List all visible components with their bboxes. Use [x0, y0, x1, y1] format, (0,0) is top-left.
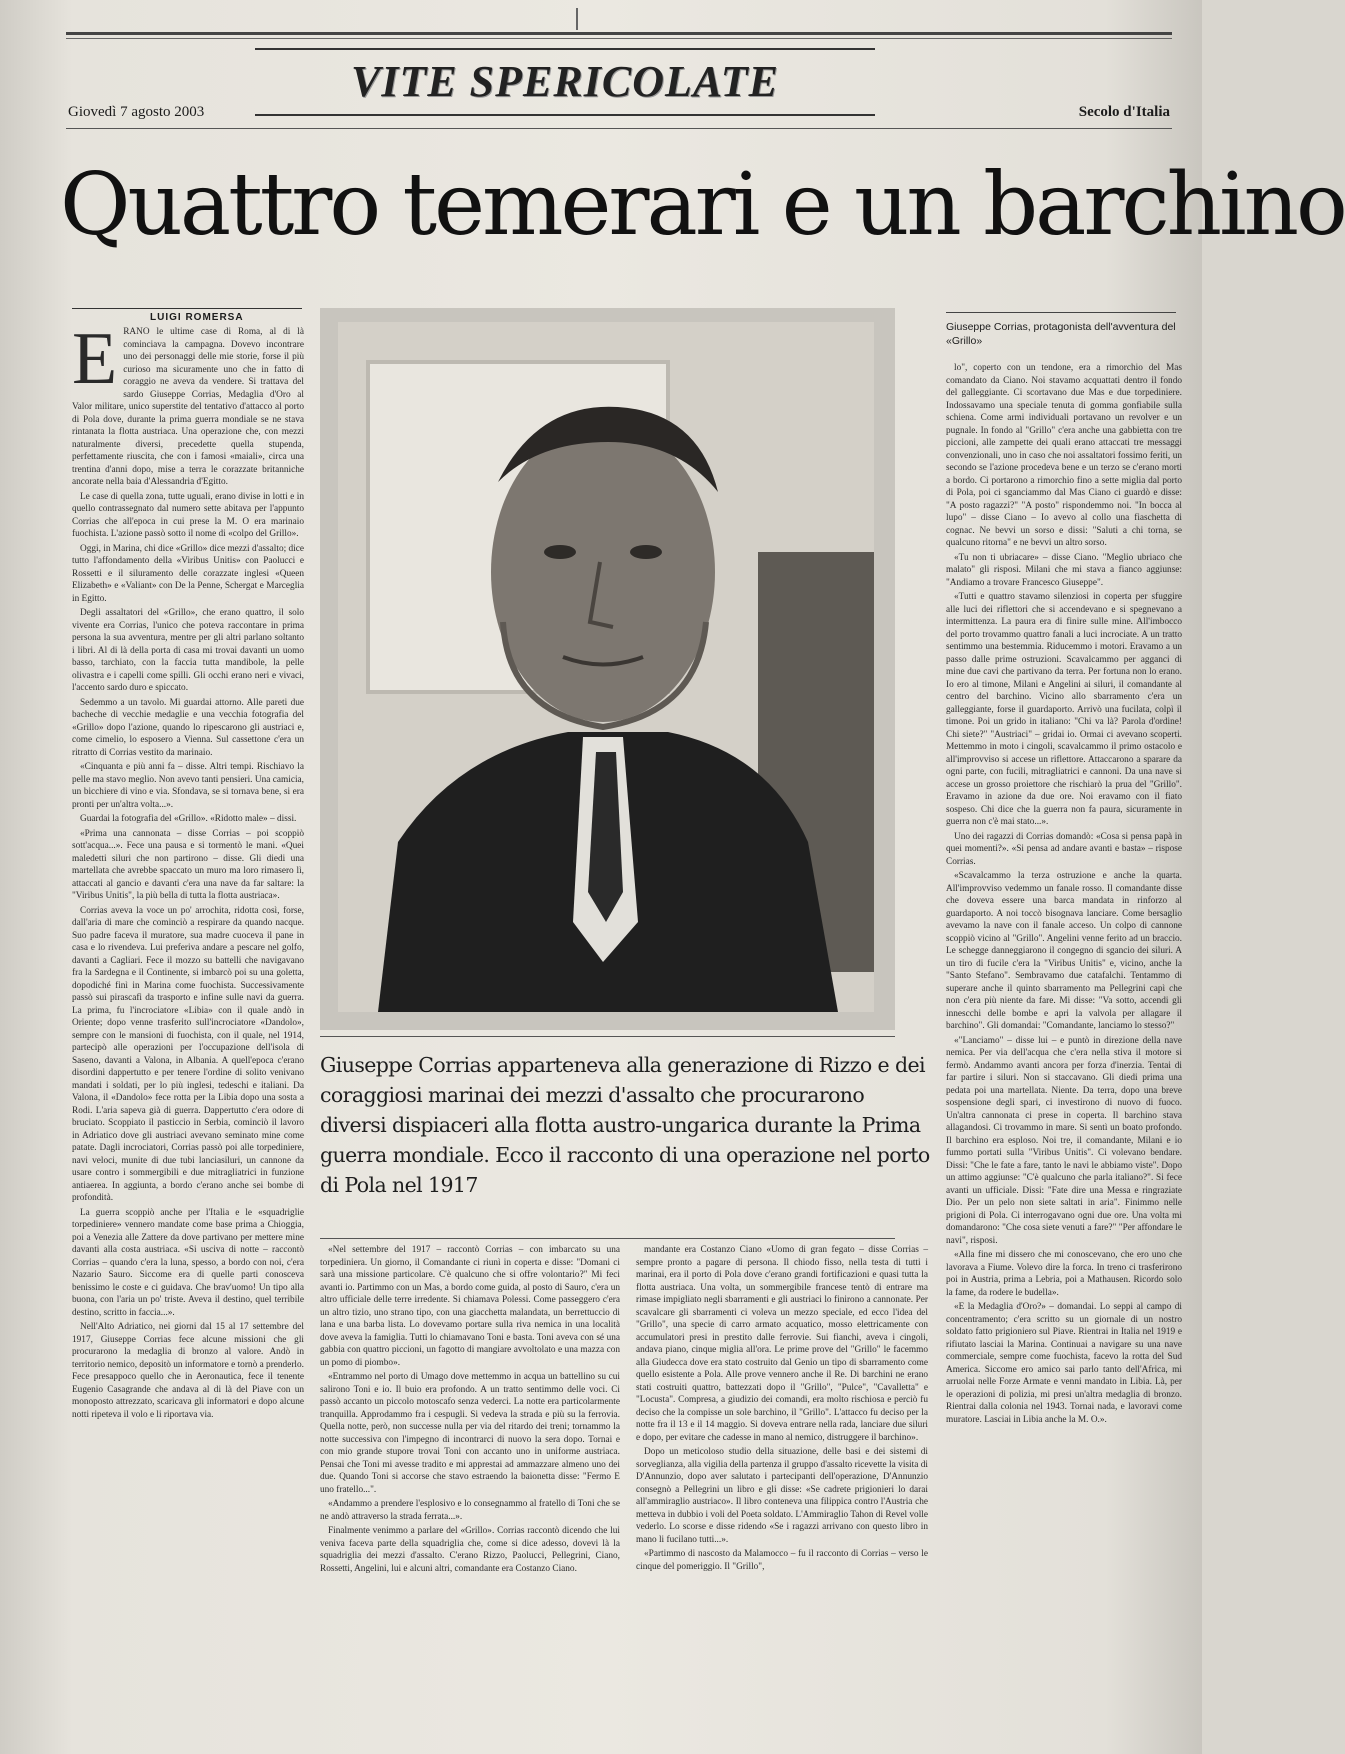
article-paragraph: RANO le ultime case di Roma, al di là cominciava la campagna. Dovevo incontrare uno dei personaggi delle mie storie, forse il più curioso ma sicuramente uno che in fatto di coraggio ne aveva da vendere. Si trattava del sardo Giuseppe Corrias, Medaglia d'Oro al Valor militare, unico superstite del tentativo d'attacco al porto di Pola dove, durante la prima guerra mondiale se ne stava rintanata la flotta austriaca. Una operazione che, con mezzi naturalmente diversi, precedette quella stupenda, perfettamente riuscita, che con i famosi «maiali», circa una trentina d'anni dopo, mise a terra le corazzate britanniche ancorate nella baia d'Alessandria d'Egitto. — [72, 327, 304, 487]
article-column-1 — [72, 318, 304, 1744]
article-paragraph: «Prima una cannonata – disse Corrias – poi scoppiò sott'acqua...». Fece una pausa e si tormentò le mani. «Quei maledetti siluri che non partirono – disse. Gli diedi una martellata che avrebbe spaccato un muro ma loro rimasero lì, attaccati al gancio e davanti c'era una nave da far saltare: la "Viribus Unitis", la più bella di tutta la flotta austriaca». — [72, 828, 304, 901]
top-rule — [66, 32, 1172, 35]
issue-date: Giovedì 7 agosto 2003 — [68, 104, 205, 120]
article-paragraph: Corrias aveva la voce un po' arrochita, ridotta così, forse, dall'aria di mare che cominciò a respirare da quando nacque. Suo padre faceva il muratore, sua madre cuoceva il pane in casa e lo rivendeva. Lui preferiva andare a pescare nel golfo, davanti a Cagliari. Fece il mozzo su battelli che navigavano fra la Sardegna e il Continente, si imbarcò poi su una goletta, dopodiché finì in Marina come fuochista. Successivamente passò sui pirascafi da trasporto e infine sulle navi da guerra. La prima, fu l'incrociatore «Libia» con il quale andò in Oriente; dopo venne trasferito sull'incrociatore «Dandolo», sempre con le mansioni di fuochista, con il quale, nel 1914, partecipò alle operazioni per l'occupazione dell'isola di Saseno, davanti a Valona, in Albania. A quell'epoca c'erano disordini dappertutto e per tenere l'ordine di solito venivano mandati i soldati, per lo più inglesi, tedeschi e italiani. Da Valona, il «Dandolo» fece rotta per la Libia dopo una sosta a Rodi. L'aria sapeva già di guerra. Dappertutto c'era odore di bruciato. Scoppiato il pasticcio in Serbia, cominciò il lavoro in Adriatico dove gli austriaci avevano seminato mine come patate. Dagli incrociatori, Corrias passò poi alle torpediniere, navi veloci, munite di due tubi lanciasiluri, un cannone da usare contro i sommergibili e due mitragliatrici in funzione antiaerea. In aggiunta, a bordo c'erano anche sei bombe di profondità. — [72, 905, 304, 1203]
article-paragraph: Sedemmo a un tavolo. Mi guardai attorno. Alle pareti due bacheche di vecchie medaglie e una vecchia fotografia del «Grillo» dopo l'azione, quando lo ripescarono gli austriaci e, come cimelio, lo esposero a Vienna. Sul cassettone c'era un ritratto di Corrias vestito da marinaio. — [72, 697, 304, 758]
top-rule-thin — [66, 38, 1172, 39]
article-paragraph: Guardai la fotografia del «Grillo». «Ridotto male» – dissi. — [80, 814, 297, 824]
article-paragraph: «Entrammo nel porto di Umago dove mettemmo in acqua un battellino su cui salirono Toni e io. Il buio era profondo. A un tratto sentimmo delle voci. Ci passò accanto un piccolo motoscafo senza vederci. La notte era particolarmente tranquilla. Approdammo fra i cespugli. Si vedeva la strada e più su la ferrovia. Quella notte, però, non successe nulla per via del ritardo dei treni; tornammo la notte successiva con l'impegno di incontrarci di nuovo la sera dopo. Tornai e con mio grande stupore trovai Toni con accanto uno in uniforme austriaca. Pensai che Toni mi avesse tradito e mi apprestai ad ammazzare almeno uno dei due. Quando Toni si accorse che stavo estraendo la baionetta disse: "Fermo E uno fratello...". — [320, 1372, 620, 1495]
article-column-4 — [946, 362, 1182, 1744]
drop-cap: E — [72, 318, 118, 400]
fold-mark — [576, 8, 578, 30]
article-paragraph: «Tu non ti ubriacare» – disse Ciano. "Meglio ubriaco che malato" gli risposi. Milani che mi stava a fianco aggiunse: "Andiamo a trovare Francesco Giuseppe". — [946, 552, 1182, 588]
article-column-3 — [636, 1244, 928, 1744]
article-column-2 — [320, 1244, 620, 1744]
photo-caption: Giuseppe Corrias, protagonista dell'avventura del «Grillo» — [946, 321, 1176, 347]
article-headline: Quattro temerari e un barchino — [60, 155, 1345, 255]
article-paragraph: mandante era Costanzo Ciano «Uomo di gran fegato – disse Corrias – sempre pronto a pagare di persona. Il chiodo fisso, nella testa di tutti i marinai, era il porto di Pola dove c'erano grandi fortificazioni e quasi tutta la flotta austriaca. Una volta, un sommergibile francese tentò di entrare ma rimase impigliato negli sbarramenti e gli austriaci lo finirono a cannonate. Per scavalcare gli sbarramenti ci voleva un mezzo speciale, ed ecco l'idea del "Grillo", una specie di carro armato acquatico, mosso elettricamente con accumulatori presi in prestito dalle ferrovie. Sui fianchi, aveva i cingoli, andava piano, cinque miglia all'ora. Le prime prove del "Grillo" le facemmo alla Giudecca dove era stato costruito dal Genio un tipo di sbarramento come quello esistente a Pola. Alle prove vennero anche il Re. Di barchini ne erano stati costruiti quattro, battezzati dopo il "Grillo", "Pulce", "Cavalletta" e "Locusta". Compresa, a giudizio dei comandi, era molto rischiosa e perciò fu deciso che la compisse un sole barchino, il "Grillo". L'attacco fu deciso per la notte fra il 13 e il 14 maggio. Si doveva entrare nella rada, lanciare due siluri e dopo, per evitare che cadesse in mano al nemico, distruggere il barchino». — [636, 1245, 928, 1443]
masthead-rule — [66, 128, 1172, 129]
section-masthead — [255, 48, 875, 116]
newspaper-name: Secolo d'Italia — [1078, 104, 1170, 120]
article-paragraph: «Nel settembre del 1917 – raccontò Corrias – con imbarcato su una torpediniera. Un giorno, il Comandante ci riunì in coperta e disse: "Domani ci sarà una missione particolare. C'è qualcuno che si offre volontario?" Mi feci avanti io. Partimmo con un Mas, a bordo come guida, al posto di Sauro, c'era un altro ufficiale delle terre irredente. Si chiamava Polessi. Come passeggero c'era un altro tizio, uno strano tipo, con una giacchetta malandata, un berrettuccio di lana e una barba lista. Lo dovevamo portare sulla riva nemica in una località dove aveva la famiglia. Tutti lo chiamavano Toni e basta. Toni aveva con sé una gabbia con quattro piccioni, un fagotto di mangiare avvoltolato e una mazza con un pomo di piombo». — [320, 1245, 620, 1368]
article-paragraph: «Partimmo di nascosto da Malamocco – fu il racconto di Corrias – verso le cinque del pomeriggio. Il "Grillo", — [636, 1549, 928, 1572]
article-paragraph: «"Lanciamo" – disse lui – e puntò in direzione della nave nemica. Per via dell'acqua che c'era nella stiva il motore si fermò. Andammo avanti ancora per forza d'inerzia. Tentai di far partire i siluri. Non si staccavano. Gli diedi prima una pedata poi una martellata. Niente. Da terra, dopo una breve sospensione degli spari, ci investirono di nuovo di fuoco. Un'altra cannonata ci prese in coperta. Il barchino stava allagandosi. Ci trovammo in mare. Si sentì un boato profondo. Il barchino era esploso. Noi tre, il comandante, Milani e io fummo portati sulla "Viribus Unitis". Ci volevano bendare. Dissi: "Che le fate a fare, tanto le navi le abbiamo viste". Dopo un attimo aggiunse: "C'è qualcuno che parla italiano?". Si fece avanti un ufficiale. Dissi: "Fate dire una Messa e ringraziate Dio. Per un pelo non siete saltati in aria". Finimmo nelle prigioni di Pola. Ci interrogavano ogni due ore. Una volta mi domandarono: "Che cosa siete venuti a fare?" "Per affondare le navi", risposi. — [946, 1035, 1182, 1246]
article-paragraph: «E la Medaglia d'Oro?» – domandai. Lo seppi al campo di concentramento; c'era scritto su un giornale di un nostro soldato fatto prigioniero sul Piave. Rientrai in Italia nel 1919 e rifiutato lasciai la Marina. Continuai a navigare su una nave commerciale, sempre come fuochista, facevo la rotta del Sud America. Siccome ero amico sai parlo tanto dell'Africa, mi arruolai nelle Forze Armate e venni mandato in Libia. Là, per le operazioni di polizia, mi presi un'altra medaglia di bronzo. Rientrai dalla colonia nel 1943. Tornai nada, e lavoravi come muratore. Lasciai in Libia anche la M. O.». — [946, 1302, 1182, 1425]
article-paragraph: «Tutti e quattro stavamo silenziosi in coperta per sfuggire alle luci dei riflettori che si accendevano e si spegnevano a intermittenza. La paura era di finire sulle mine. All'imbocco del porto trovammo quattro fanali a luci incrociate. A un tratto sentimmo una bestemmia. Riducemmo i motori. Eravamo a un passo dalle prime ostruzioni. Scavalcammo per agganci di mine due cavi che partivano da terra. Per fortuna non lo erano. Io ero al timone, Milani e Angelini ai siluri, il comandante al centro del barchino. Vicino allo sbarramento c'era un galleggiante, forse il guardaporto. Arrivò una fucilata, colpì il timone. Poi un grido in italiano: "Chi va là? Parola d'ordine! Chi siete?" "Austriaci" – gridai io. Ormai ci avevano scoperti. Mettemmo in moto i cingoli, scavalcammo il primo ostacolo e all'improvviso si accese un riflettore. Attaccarono a sparare da ogni parte, con fucili, mitragliatrici e cannoni. Da una nave si accese un grosso proiettore che rischiarò la prua del "Grillo". Eravamo in azione da due ore. Noi eravamo con il fiato sospeso. Chi dice che la guerra non fa paura, sicuramente in guerra non c'è mai stato...». — [946, 592, 1182, 827]
portrait-illustration — [338, 322, 874, 1012]
article-paragraph: Le case di quella zona, tutte uguali, erano divise in lotti e in quello contrassegnato dal numero sette abitava per l'appunto Corrias che all'epoca in cui prese la M. O era marinaio fuochista. L'azione passò sotto il nome di «colpo del Grillo». — [72, 491, 304, 539]
portrait-photo — [338, 322, 874, 1012]
article-paragraph: «Alla fine mi dissero che mi conoscevano, che ero uno che lavorava a Fiume. Volevo dire la forca. In treno ci trasferirono poi in Austria, prima a Lebria, poi a Mathausen. Ricordo solo la fame, da rodere le budella». — [946, 1250, 1182, 1298]
section-title: VITE SPERICOLATE — [350, 57, 779, 106]
article-paragraph: La guerra scoppiò anche per l'Italia e le «squadriglie torpediniere» vennero mandate come base prima a Chioggia, poi a Venezia alle Zattere da dove partivano per mettere mine davanti alla costa austriaca. «Si usciva di notte – raccontò Corrias – quando c'era la luna, spesso, a bordo con noi, c'era Nazario Sauro. Siccome era di quelle parti conosceva benissimo le coste e ci guidava. Che brav'uomo! Un tipo alla buona, con l'aria un po' triste. Aveva il destino, quel terribile destino, scritto in faccia...». — [72, 1207, 304, 1318]
article-paragraph: Oggi, in Marina, chi dice «Grillo» dice mezzi d'assalto; dice tutto l'affondamento della «Viribus Unitis» con Paolucci e Rossetti e il siluramento delle corazzate inglesi «Queen Elizabeth» e «Valiant» con De la Penne, Schergat e Marceglia in Egitto. — [72, 543, 304, 604]
intro-rule-top — [320, 1036, 895, 1037]
byline-rule — [72, 308, 302, 309]
article-paragraph: «Cinquanta e più anni fa – disse. Altri tempi. Rischiavo la pelle ma stavo meglio. Non avevo tanti pensieri. Una camicia, un bicchiere di vino e via. Sfondava, se si tornava bene, si era pronti per un'altra volta...». — [72, 762, 304, 810]
article-byline: LUIGI ROMERSA — [150, 312, 244, 323]
article-paragraph: Degli assaltatori del «Grillo», che erano quattro, il solo vivente era Corrias, l'unico che poteva raccontare in prima persona la sua avventura, mentre per gli altri parlano soltanto i libri. Al di là della porta di casa mi trovai davanti un uomo basso, tarchiato, con la faccia tutta mandibole, la pelle olivastra e i capelli come spilli. Gli occhi erano neri e vivaci, l'accento sardo duro e spiccato. — [72, 608, 304, 693]
article-paragraph: Finalmente venimmo a parlare del «Grillo». Corrias raccontò dicendo che lui veniva faceva parte della squadriglia che, come si dice adesso, dovevi là la squadriglia dei mezzi d'assalto. C'erano Rizzo, Paolucci, Pellegrini, Ciano, Rossetti, Angelini, lui e alcuni altri, comandante era Costanzo Ciano. — [320, 1526, 620, 1574]
article-paragraph: «Andammo a prendere l'esplosivo e lo consegnammo al fratello di Toni che se ne andò attraverso la strada ferrata...». — [320, 1499, 620, 1522]
article-intro: Giuseppe Corrias apparteneva alla generazione di Rizzo e dei coraggiosi marinai dei mezzi d'assalto che procurarono diversi dispiaceri alla flotta austro-ungarica durante la Prima guerra mondiale. Ecco il racconto di una operazione nel porto di Pola nel 1917 — [320, 1053, 930, 1197]
article-paragraph: Nell'Alto Adriatico, nei giorni dal 15 al 17 settembre del 1917, Giuseppe Corrias fece alcune missioni che gli procurarono la medaglia di bronzo al valore. Andò in territorio nemico, depositò un informatore e tornò a prenderlo. Fece presappoco quello che in Aeronautica, fece il tenente Eugenio Casagrande che andava al di là del Piave con un monoposto attrezzato, scaricava gli informatori e dopo alcune notti ripeteva il volo e li riportava via. — [72, 1322, 304, 1420]
intro-rule-bottom — [320, 1238, 895, 1239]
photo-frame — [320, 308, 895, 1030]
caption-rule — [946, 312, 1176, 313]
article-paragraph: Uno dei ragazzi di Corrias domandò: «Cosa si pensa papà in quei momenti?». «Si pensa ad andare avanti e basta» – rispose Corrias. — [946, 831, 1182, 867]
article-paragraph: lo", coperto con un tendone, era a rimorchio del Mas comandato da Ciano. Noi stavamo acquattati dentro il fondo del galleggiante. Ci scortavano due Mas e due torpediniere. Indossavamo una speciale tenuta di gomma gonfiabile sulla schiena. Come armi individuali portavano un revolver e un pugnale. In fondo al "Grillo" c'era anche una gabbietta con tre piccioni, alle zampette dei quali erano attaccati tre messaggi convenzionali, uno in caso che noi assaltatori fossimo feriti, un secondo se l'azione procedeva bene e un terzo se c'erano morti a bordo. Ci portarono a rimorchio fino a sette miglia dal porto di Pola, poi ci sganciammo dal Mas Ciano ci guardò e disse: "A posto ragazzi?" "A posto" rispondemmo noi. "In bocca al lupo" – disse Ciano – Io avevo al collo una fiaschetta di cognac. Ne bevvi un sorso e dissi: "Saluti a chi torna, se qualcuno ritorna" e ne bevvi un altro sorso. — [946, 363, 1182, 548]
article-paragraph: Dopo un meticoloso studio della situazione, delle basi e dei sistemi di sorveglianza, alla vigilia della partenza il gruppo d'assalto ricevette la visita di D'Annunzio, dopo aver salutato i partecipanti dell'operazione, D'Annunzio consegnò a Pellegrini un libro e gli disse: «Se cadrete prigionieri lo darai all'ammiraglio austriaco». Il libro conteneva una filippica contro l'Austria che metteva in dubbio i voli del Poeta soldato. L'Ammiraglio Tahon di Revel volle vederlo. Lo scorse e disse ridendo «Se i ragazzi arrivano con questo libro in mano li fucilano tutti...». — [636, 1447, 928, 1545]
article-paragraph: «Scavalcammo la terza ostruzione e anche la quarta. All'improvviso vedemmo un fanale rosso. Il comandante disse che doveva essere una barca mandata in rinforzo al guardaporto. A noi toccò bisognava lanciare. Come bersaglio avevamo la nave con il fanale acceso. Un colpo di cannone scoppiò vicino al "Grillo". Angelini venne ferito ad un braccio. Le schegge danneggiarono il congegno di sgancio dei siluri. A un tiro di fucile c'era la "Viribus Unitis" e, vicino, anche la "Santo Stefano". Sembravamo due catafalchi. Tentammo di superare anche il quinto sbarramento ma Pellegrini capì che non c'era più niente da fare. Mi disse: "Va sotto, accendi gli innescchi delle bombe e apri la valvola per allagare il barchino". Gli domandai: "Comandante, lanciamo lo stesso?" — [946, 871, 1182, 1031]
